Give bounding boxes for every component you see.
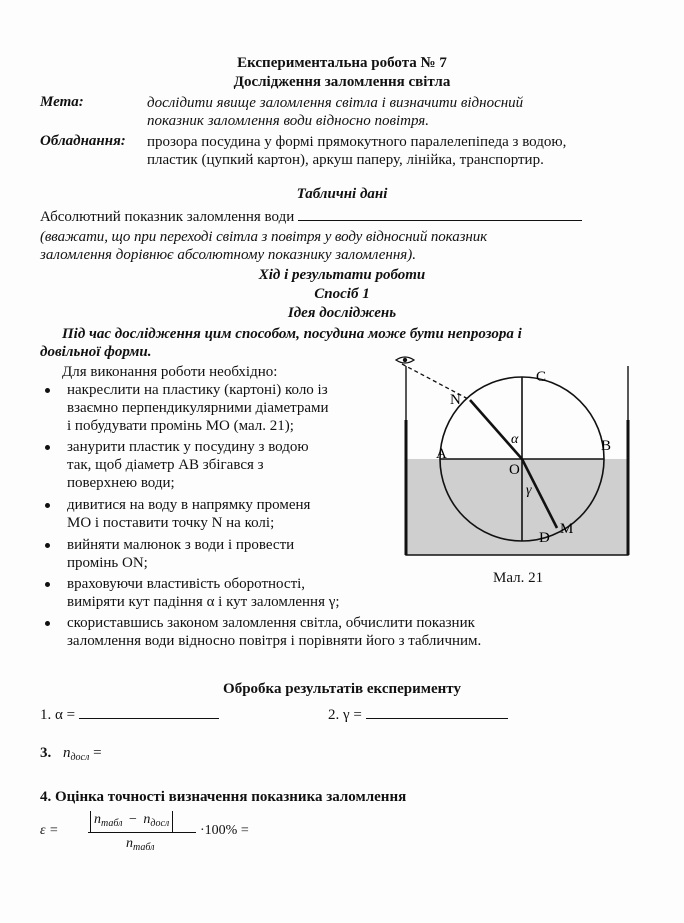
alpha-input-line[interactable] — [79, 706, 219, 719]
step-5-line-2: виміряти кут падіння α і кут заломлення γ; — [67, 594, 340, 610]
page-subtitle: Дослідження заломлення світла — [233, 74, 451, 90]
gamma-input-line[interactable] — [366, 706, 508, 719]
step-2-line-2: так, щоб діаметр АВ збігався з — [67, 457, 264, 473]
formula-tail: ·100% = — [200, 823, 249, 838]
step-2-line-3: поверхнею води; — [67, 475, 175, 491]
accuracy-formula — [40, 811, 300, 861]
step-3-line-1: дивитися на воду в напрямку променя — [67, 497, 311, 513]
n-dosl-symbol: n — [143, 812, 151, 827]
method-heading: Спосіб 1 — [314, 286, 370, 302]
formula-epsilon: ε = — [40, 823, 59, 838]
note-line-1: (вважати, що при переході світла з повітря у воду відносний показник — [40, 229, 488, 245]
n-tabl-symbol: n — [94, 812, 101, 827]
n-equals: = — [89, 745, 102, 761]
n-dosl-subscript: досл — [70, 752, 90, 763]
result-gamma — [328, 706, 508, 724]
label-o: O — [509, 462, 520, 478]
abs-index-blank — [298, 208, 582, 221]
fraction-bar — [88, 832, 196, 833]
idea-line-1: Під час дослідження цим способом, посудина може бути непрозора і — [62, 326, 522, 342]
ray-on — [470, 400, 522, 459]
n-symbol: n — [63, 745, 71, 761]
label-c: C — [536, 369, 547, 385]
bullet-dot — [45, 543, 50, 548]
equipment-line-2: пластик (цупкий картон), аркуш паперу, лінійка, транспортир. — [147, 152, 544, 168]
goal-label: Мета: — [40, 94, 84, 110]
result-n-exp — [40, 744, 102, 767]
result-n-num: 3. — [40, 745, 52, 761]
label-a: A — [436, 446, 447, 462]
step-2-line-1: занурити пластик у посудину з водою — [67, 439, 309, 455]
abs-index-label: Абсолютний показник заломлення води — [40, 209, 295, 225]
formula-denominator — [126, 836, 154, 853]
label-alpha: α — [511, 432, 519, 447]
n-tabl-subscript: табл — [101, 818, 123, 829]
goal-line-1: дослідити явище заломлення світла і визначити відносний — [147, 95, 524, 111]
label-gamma: γ — [526, 483, 532, 498]
goal-line-2: показник заломлення води відносно повітря. — [147, 113, 430, 129]
figure-caption: Мал. 21 — [493, 570, 544, 586]
refraction-diagram — [392, 352, 642, 578]
eye-pupil-icon — [403, 358, 407, 362]
abs-index-line — [40, 208, 582, 226]
result-accuracy-heading: 4. Оцінка точності визначення показника заломлення — [40, 789, 407, 805]
table-data-heading: Табличні дані — [296, 186, 388, 202]
procedure-heading: Хід і результати роботи — [258, 267, 426, 283]
note-line-2: заломлення дорівнює абсолютному показнику заломлення). — [40, 247, 416, 263]
bullet-dot — [45, 582, 50, 587]
bullet-dot — [45, 621, 50, 626]
label-d: D — [539, 530, 550, 546]
label-b: B — [601, 438, 612, 454]
step-4-line-2: промінь ON; — [67, 555, 148, 571]
step-6-line-2: заломлення води відносно повітря і порівняти його з табличним. — [67, 633, 482, 649]
result-alpha — [40, 706, 219, 724]
step-6-line-1: скориставшись законом заломлення світла, обчислити показник — [67, 615, 475, 631]
minus-sign: − — [128, 812, 137, 827]
label-m: M — [560, 521, 574, 537]
step-1-line-3: і побудувати промінь МО (мал. 21); — [67, 418, 294, 434]
equipment-line-1: прозора посудина у формі прямокутного паралелепіпеда з водою, — [147, 134, 567, 150]
result-gamma-label: 2. γ = — [328, 707, 362, 723]
step-3-line-2: МО і поставити точку N на колі; — [67, 515, 275, 531]
page-title: Експериментальна робота № 7 — [237, 55, 447, 71]
idea-heading: Ідея досліджень — [287, 305, 397, 321]
step-5-line-1: враховуючи властивість оборотності, — [67, 576, 306, 592]
idea-line-2: довільної форми. — [40, 344, 152, 360]
n-dosl-formula-subscript: досл — [150, 818, 170, 829]
label-n: N — [450, 392, 461, 408]
bullet-dot — [45, 445, 50, 450]
step-1-line-1: накреслити на пластику (картоні) коло із — [67, 382, 328, 398]
bullet-dot — [45, 388, 50, 393]
intro-line: Для виконання роботи необхідно: — [62, 364, 278, 380]
step-4-line-1: вийняти малюнок з води і провести — [67, 537, 295, 553]
formula-numerator — [90, 811, 173, 833]
result-alpha-label: 1. α = — [40, 707, 76, 723]
step-1-line-2: взаємно перпендикулярними діаметрами — [67, 400, 329, 416]
n-tabl-denom-symbol: n — [126, 836, 133, 851]
results-heading: Обробка результатів експерименту — [223, 681, 461, 697]
n-tabl-denom-subscript: табл — [133, 842, 155, 853]
bullet-dot — [45, 503, 50, 508]
equipment-label: Обладнання: — [40, 133, 126, 149]
